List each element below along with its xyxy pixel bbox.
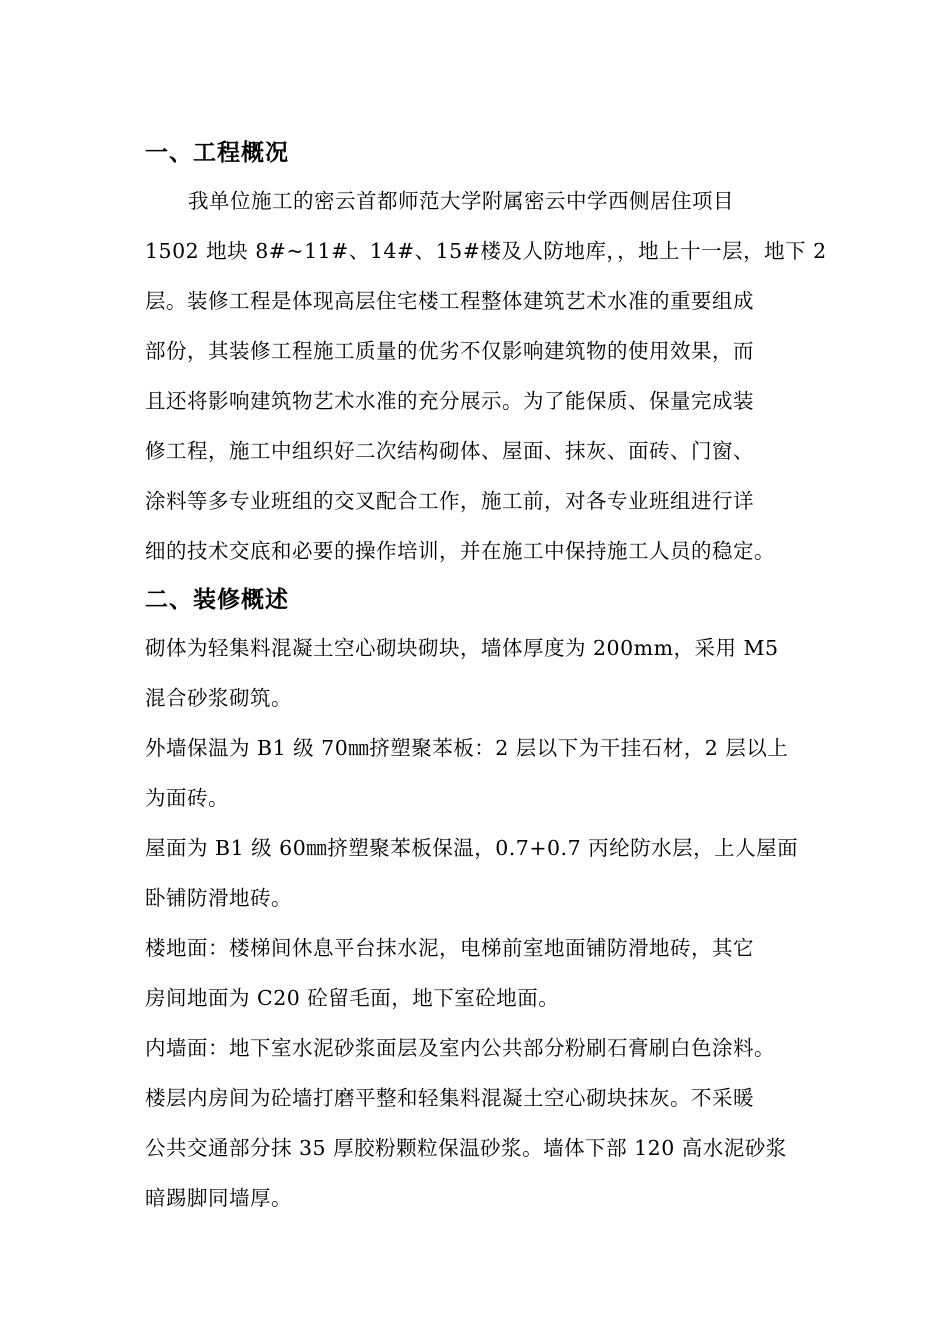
paragraph-line: 公共交通部分抹 35 厚胶粉颗粒保温砂浆。墙体下部 120 高水泥砂浆 (145, 1136, 787, 1160)
paragraph-line: 层。装修工程是体现高层住宅楼工程整体建筑艺术水准的重要组成 (145, 289, 754, 313)
paragraph-line: 楼地面：楼梯间休息平台抹水泥，电梯前室地面铺防滑地砖，其它 (145, 936, 754, 960)
paragraph-line: 且还将影响建筑物艺术水准的充分展示。为了能保质、保量完成装 (145, 389, 754, 413)
paragraph-line: 1502 地块 8#~11#、14#、15#楼及人防地库，，地上十一层，地下 2 (145, 239, 827, 263)
paragraph-line: 砌体为轻集料混凝土空心砌块砌块，墙体厚度为 200mm，采用 M5 (145, 636, 779, 660)
paragraph-line: 内墙面：地下室水泥砂浆面层及室内公共部分粉刷石膏刷白色涂料。 (145, 1036, 775, 1060)
paragraph-line: 楼层内房间为砼墙打磨平整和轻集料混凝土空心砌块抹灰。不采暖 (145, 1086, 754, 1110)
paragraph-line: 涂料等多专业班组的交叉配合工作，施工前，对各专业班组进行详 (145, 489, 754, 513)
paragraph-line: 为面砖。 (145, 786, 229, 810)
paragraph-line: 细的技术交底和必要的操作培训，并在施工中保持施工人员的稳定。 (145, 539, 775, 563)
paragraph-line: 混合砂浆砌筑。 (145, 686, 292, 710)
paragraph-line: 部份，其装修工程施工质量的优劣不仅影响建筑物的使用效果，而 (145, 339, 754, 363)
paragraph-line: 屋面为 B1 级 60㎜挤塑聚苯板保温，0.7+0.7 丙纶防水层，上人屋面 (145, 836, 799, 860)
section-heading-project-overview: 一、工程概况 (145, 140, 289, 166)
paragraph-line: 暗踢脚同墙厚。 (145, 1186, 292, 1210)
paragraph-line: 外墙保温为 B1 级 70㎜挤塑聚苯板：2 层以下为干挂石材，2 层以上 (145, 736, 789, 760)
section-heading-decoration-overview: 二、装修概述 (145, 587, 289, 613)
paragraph-line: 我单位施工的密云首都师范大学附属密云中学西侧居住项目 (188, 189, 734, 213)
paragraph-line: 修工程，施工中组织好二次结构砌体、屋面、抹灰、面砖、门窗、 (145, 439, 754, 463)
paragraph-line: 卧铺防滑地砖。 (145, 886, 292, 910)
paragraph-line: 房间地面为 C20 砼留毛面，地下室砼地面。 (145, 986, 560, 1010)
